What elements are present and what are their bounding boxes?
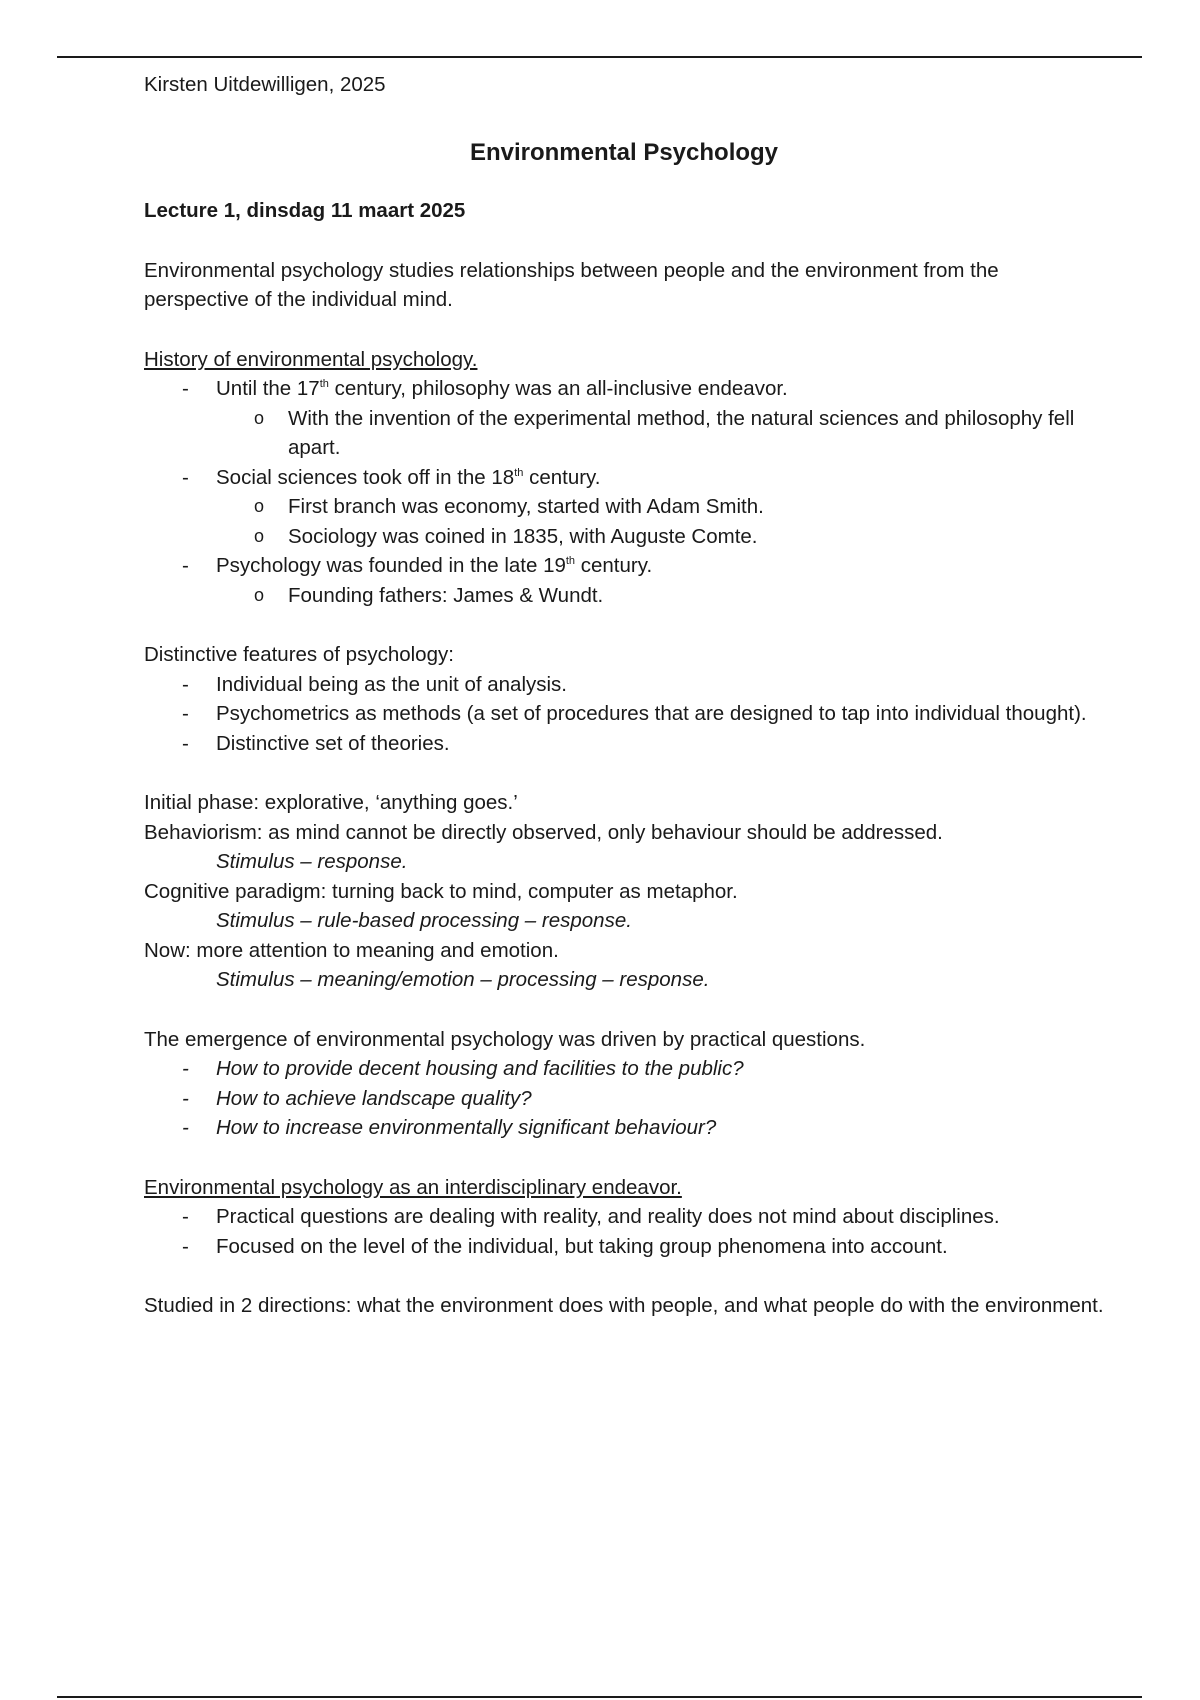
intro-paragraph: Environmental psychology studies relationships between people and the environment from the perspective of the individual mind. (144, 258, 999, 311)
behaviorism-text: Behaviorism: as mind cannot be directly observed, only behaviour should be addressed. (144, 820, 943, 844)
list-item: - How to achieve landscape quality? (144, 1084, 1104, 1114)
phases-section (144, 788, 1104, 995)
history-heading: History of environmental psychology. (144, 347, 478, 371)
features-list (144, 670, 1104, 759)
document-page (144, 70, 1104, 1321)
list-item: - Until the 17th century, philosophy was an all-inclusive endeavor. o With the invention of the experimental method, the natural sciences and philosophy fell apart. (144, 374, 1104, 463)
list-item: - How to provide decent housing and facilities to the public? (144, 1054, 1104, 1084)
now-text: Now: more attention to meaning and emotion. (144, 938, 559, 962)
circle-bullet: o (254, 525, 265, 546)
list-item: - Psychology was founded in the late 19th century. o Founding fathers: James & Wundt. (144, 551, 1104, 610)
interdisciplinary-section (144, 1173, 1104, 1262)
questions-list (144, 1054, 1104, 1143)
emergence-section (144, 1025, 1104, 1143)
emergence-text: The emergence of environmental psychology was driven by practical questions. (144, 1027, 866, 1051)
list-item: - Focused on the level of the individual, but taking group phenomena into account. (144, 1232, 1104, 1262)
document-title: Environmental Psychology (469, 139, 779, 166)
list-item: - Distinctive set of theories. (144, 729, 1104, 759)
now-model: Stimulus – meaning/emotion – processing – response. (216, 968, 710, 991)
dash-bullet: - (182, 1086, 189, 1110)
circle-bullet: o (254, 407, 265, 428)
sub-list-item: o Founding fathers: James & Wundt. (216, 581, 1104, 611)
dash-bullet: - (182, 377, 189, 400)
dash-bullet: - (182, 465, 189, 489)
list-item: - How to increase environmentally significant behaviour? (144, 1113, 1104, 1143)
initial-phase: Initial phase: explorative, ‘anything goes.’ (144, 791, 518, 814)
sub-list (216, 404, 1104, 463)
history-section (144, 345, 1104, 611)
dash-bullet: - (182, 1205, 189, 1228)
sub-list (216, 581, 1104, 611)
dash-bullet: - (182, 1057, 189, 1080)
cognitive-model: Stimulus – rule-based processing – response. (216, 909, 632, 932)
interdisciplinary-heading: Environmental psychology as an interdisciplinary endeavor. (144, 1175, 682, 1199)
list-item: - Individual being as the unit of analysis. (144, 670, 1104, 700)
sub-list-item: o With the invention of the experimental method, the natural sciences and philosophy fell apart. (216, 404, 1104, 463)
list-item: - Psychometrics as methods (a set of procedures that are designed to tap into individual thought). (144, 699, 1104, 729)
interdisciplinary-list (144, 1202, 1104, 1261)
circle-bullet: o (254, 584, 265, 605)
dash-bullet: - (182, 1116, 189, 1139)
lecture-heading: Lecture 1, dinsdag 11 maart 2025 (144, 199, 466, 222)
top-rule (57, 56, 1142, 58)
author-line: Kirsten Uitdewilligen, 2025 (144, 73, 386, 96)
dash-bullet: - (182, 1234, 189, 1258)
behaviorism-model: Stimulus – response. (216, 850, 408, 873)
dash-bullet: - (182, 672, 189, 696)
features-section (144, 640, 1104, 758)
dash-bullet: - (182, 702, 189, 725)
circle-bullet: o (254, 496, 265, 516)
dash-bullet: - (182, 731, 189, 755)
sub-list-item: o First branch was economy, started with Adam Smith. (216, 492, 1104, 522)
history-list (144, 374, 1104, 610)
dash-bullet: - (182, 554, 189, 577)
list-item: - Social sciences took off in the 18th century. o First branch was economy, started with Adam Smith. o Sociology was coined in 1835, with Auguste Comte. (144, 463, 1104, 552)
sub-list (216, 492, 1104, 551)
features-heading: Distinctive features of psychology: (144, 643, 454, 666)
directions-paragraph: Studied in 2 directions: what the environment does with people, and what people do with the environment. (144, 1294, 1104, 1317)
bottom-rule (57, 1696, 1142, 1698)
sub-list-item: o Sociology was coined in 1835, with Auguste Comte. (216, 522, 1104, 552)
cognitive-text: Cognitive paradigm: turning back to mind, computer as metaphor. (144, 879, 738, 903)
list-item: - Practical questions are dealing with reality, and reality does not mind about disciplines. (144, 1202, 1104, 1232)
